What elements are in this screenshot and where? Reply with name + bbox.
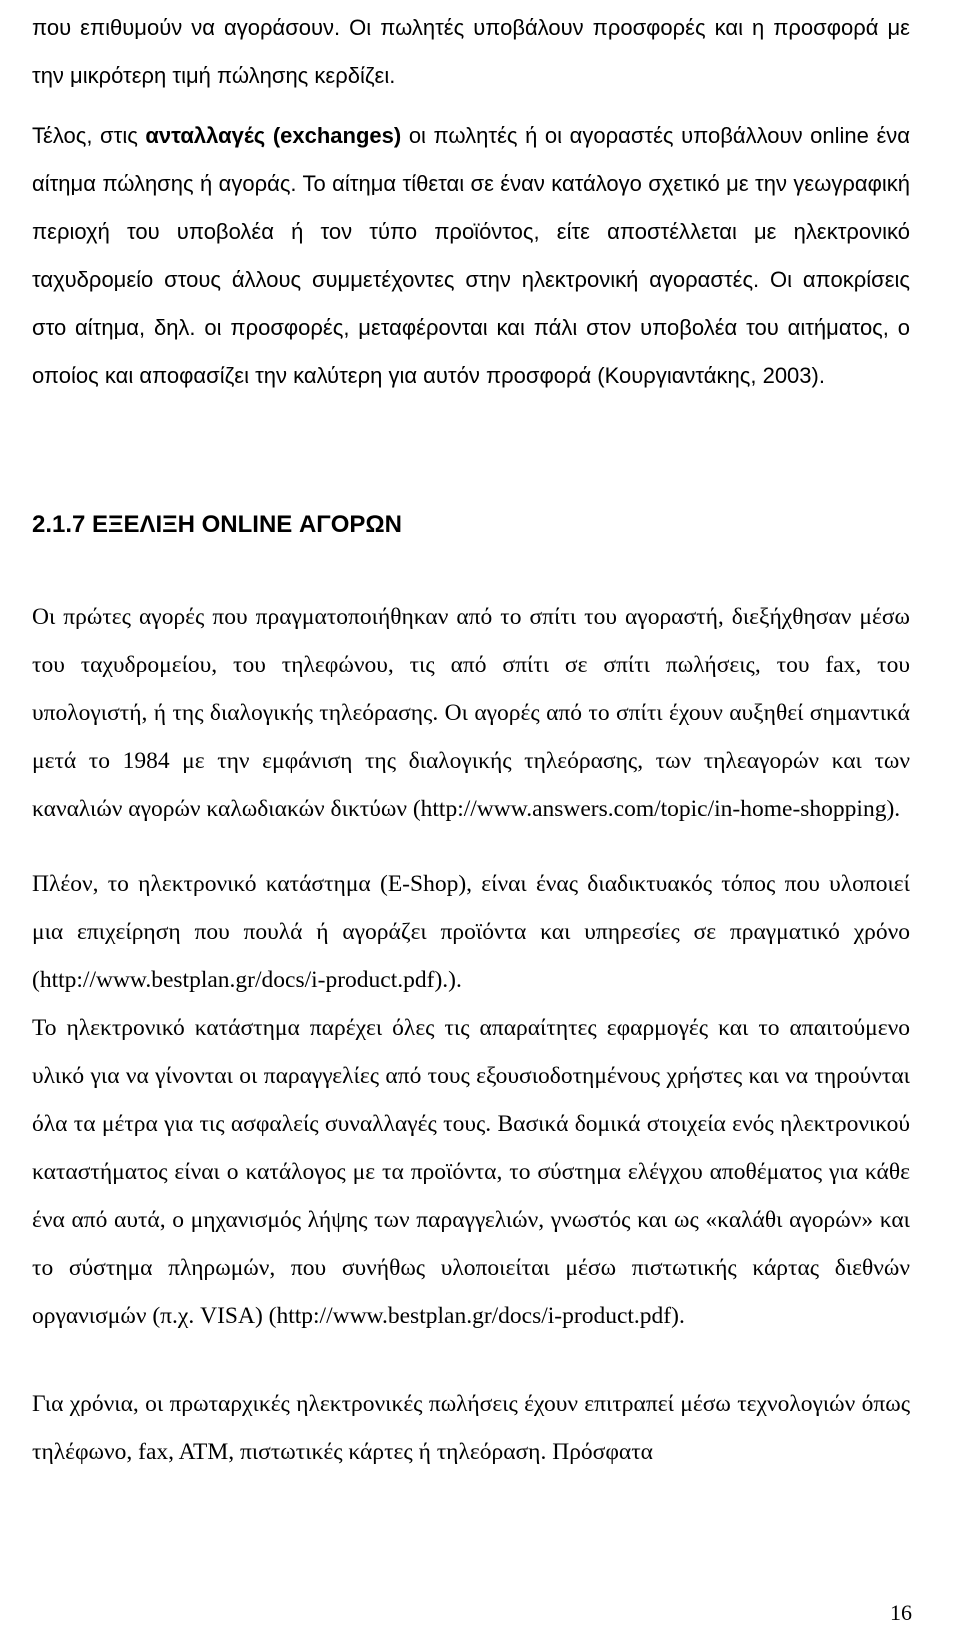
paragraph-intro-text: που επιθυμούν να αγοράσουν. Οι πωλητές υποβάλουν προσφορές και η προσφορά με την μικρότερη τιμή πώλησης κερδίζει.	[32, 15, 910, 88]
paragraph-exchanges	[32, 112, 910, 400]
exchanges-text-start: Τέλος, στις	[32, 123, 146, 148]
store-text-b: Βασικά δομικά στοιχεία ενός ηλεκτρονικού καταστήματος είναι ο κατάλογος με τα προϊόντα, το σύστημα ελέγχου αποθέματος για κάθε ένα από αυτά, ο μηχανισμός λήψης των παραγγελιών, γνωστός και ως «καλάθι αγορών» και το σύστημα πληρωμών, που συνήθως υλοποιείται μέσω πιστωτικής κάρτας διεθνών οργανισμών (π.χ. VISA) (http://www.bestplan.gr/docs/i-product.pdf).	[32, 1111, 910, 1329]
paragraph-intro	[32, 4, 910, 100]
page-number: 16	[890, 1600, 912, 1625]
paragraph-history	[32, 593, 910, 833]
exchanges-text-rest: οι πωλητές ή οι αγοραστές υποβάλλουν online ένα αίτημα πώλησης ή αγοράς. Το αίτημα τίθεται σε έναν κατάλογο σχετικό με την γεωγραφική περιοχή του υποβολέα ή τον τύπο προϊόντος, είτε αποστέλλεται με ηλεκτρονικό ταχυδρομείο στους άλλους συμμετέχοντες στην ηλεκτρονική αγοραστές. Οι αποκρίσεις στο αίτημα, δηλ. οι προσφορές, μεταφέρονται και πάλι στον υποβολέα του αιτήματος, ο οποίος και αποφασίζει την καλύτερη για αυτόν προσφορά (Κουργιαντάκης, 2003).	[32, 123, 911, 388]
exchanges-bold-term: ανταλλαγές (exchanges)	[145, 123, 402, 148]
paragraph-years: Για χρόνια, οι πρωταρχικές ηλεκτρονικές πωλήσεις έχουν επιτραπεί μέσω τεχνολογιών όπως τηλέφωνο, fax, ATM, πιστωτικές κάρτες ή τηλεόραση. Πρόσφατα	[32, 1391, 910, 1465]
section-heading: 2.1.7 ΕΞΕΛΙΞΗ ONLINE ΑΓΟΡΩΝ	[32, 511, 402, 538]
store-text-a: Το ηλεκτρονικό κατάστημα παρέχει όλες τις απαραίτητες εφαρμογές και το απαιτούμενο υλικό για να γίνονται οι παραγγελίες από τους εξουσιοδοτημένους χρήστες και να τηρούνται όλα τα μέτρα για τις ασφαλείς συναλλαγές τους.	[32, 1015, 910, 1137]
history-text-a: Οι πρώτες αγορές που πραγματοποιήθηκαν από το σπίτι του αγοραστή, διεξήχθησαν μέσω του ταχυδρομείου, του τηλεφώνου, τις από σπίτι σε σπίτι πωλήσεις, του fax, του υπολογιστή, ή της διαλογικής τηλεόρασης.	[32, 604, 910, 726]
paragraph-eshop: Πλέον, το ηλεκτρονικό κατάστημα (E-Shop), είναι ένας διαδικτυακός τόπος που υλοποιεί μια επιχείρηση που πουλά ή αγοράζει προϊόντα και υπηρεσίες σε πραγματικό χρόνο (http://www.bestplan.gr/docs/i-product.pdf).).	[32, 871, 910, 993]
paragraph-store	[32, 1004, 910, 1340]
history-text-b: Οι αγορές από το σπίτι έχουν αυξηθεί σημαντικά μετά το 1984 με την εμφάνιση της διαλογικής τηλεόρασης, των τηλεαγορών και των καναλιών αγορών καλωδιακών δικτύων (http://www.answers.com/topic/in-home-shopping).	[32, 700, 910, 822]
